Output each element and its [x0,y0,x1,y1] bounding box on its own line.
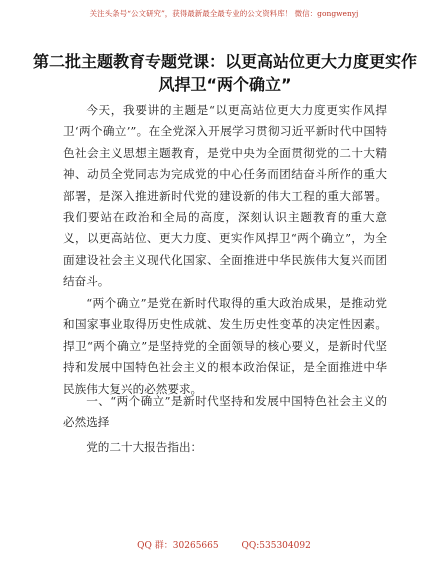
paragraph-report-quote: 党的二十大报告指出： [86,440,203,454]
footer-contact [0,540,448,552]
paragraph-intro: 今天，我要讲的主题是“以更高站位更大力度更实作风捍卫‘两个确立’”。在全党深入开展学习贯彻习近平新时代中国特色社会主义思想主题教育，是党中央为全面贯彻党的二十大精神、动员全党同志为完成党的中心任务而团结奋斗所作的重大部署，是深入推进新时代党的建设新的伟大工程的重大部署。我们要站在政治和全局的高度，深刻认识主题教育的重大意义，以更高站位、更大力度、更实作风捍卫“两个确立”，为全面建设社会主义现代化国家、全面推进中华民族伟大复兴而团结奋斗。 [63,103,387,289]
paragraph-two-establishments: “两个确立”是党在新时代取得的重大政治成果，是推动党和国家事业取得历史性成就、发生历史性变革的决定性因素。捍卫“两个确立”是坚持党的全面领导的核心要义，是新时代坚持和发展中国特色社会主义的根本政治保证，是全面推进中华民族伟大复兴的必然要求。 [63,296,387,396]
section-heading-one: 一、“两个确立”是新时代坚持和发展中国特色社会主义的必然选择 [63,394,387,430]
qq-group-text: QQ 群：30265665 [137,541,219,551]
document-title: 第二批主题教育专题党课：以更高站位更大力度更实作风捍卫“两个确立” [32,52,417,94]
qq-number-text: QQ:535304092 [241,541,311,551]
header-banner: 关注头条号“公文研究”，获得最新最全最专业的公文资料库！ 微信：gongwenyj [89,9,359,18]
